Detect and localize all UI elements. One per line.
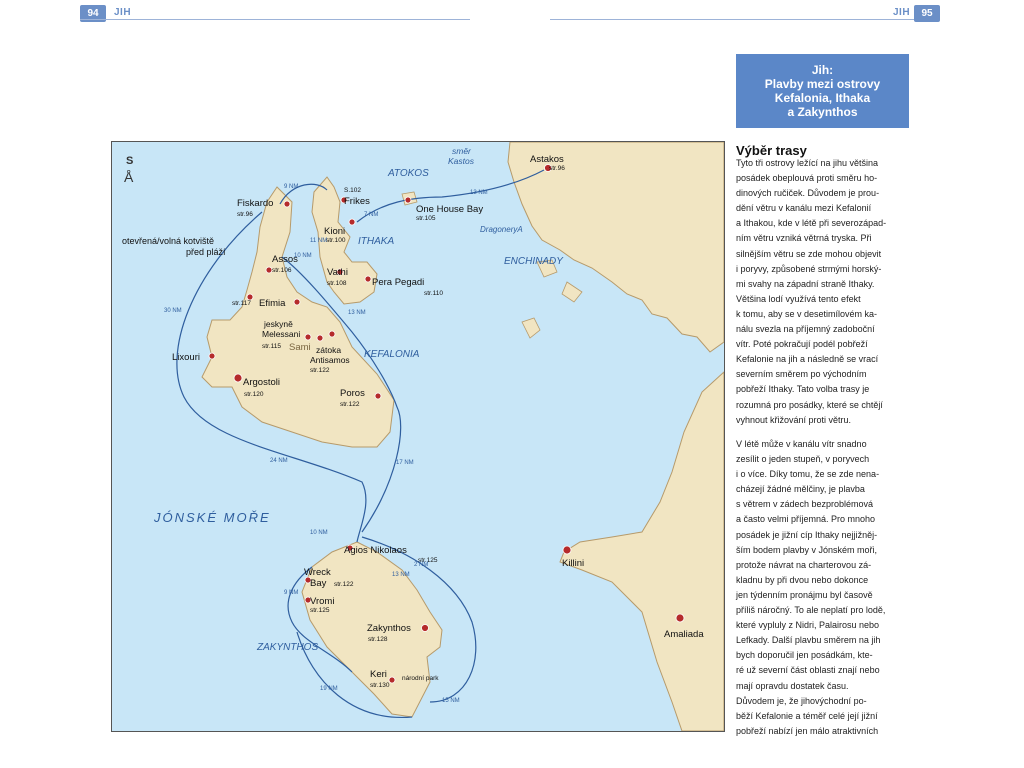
left-page-number: 94	[80, 5, 106, 22]
dot-melessani	[305, 334, 311, 340]
label-lixouri: Lixouri	[172, 352, 200, 363]
label-anchor-2: před pláží	[186, 247, 226, 257]
p1-line: dinových ručiček. Důvodem je prou-	[736, 188, 880, 199]
label-assos-ref: str.106	[272, 267, 292, 274]
label-sami: Sami	[289, 342, 311, 353]
dist-9: 17 NM	[396, 460, 414, 466]
left-header-rule	[80, 19, 470, 20]
island-astakos-2	[562, 282, 582, 302]
p1-line: vítr. Poté pokračují podél pobřeží	[736, 339, 868, 350]
label-keri: Keri	[370, 669, 387, 680]
label-keri-ref: str.130	[370, 682, 390, 689]
dist-7: 30 NM	[164, 308, 182, 314]
p2-line: s větrem v zádech bezproblémová	[736, 499, 874, 510]
label-killini: Killini	[562, 558, 585, 569]
dist-8: 24 NM	[270, 458, 288, 464]
right-page-number: 95	[914, 5, 940, 22]
p2-line: a často velmi příjemná. Pro mnoho	[736, 514, 876, 525]
p2-line: protože návrat na charterovou zá-	[736, 559, 872, 570]
label-kioni-ref: str.100	[326, 237, 346, 244]
p1-line: posádek obeplouvá proti směru ho-	[736, 173, 878, 184]
dot-fiskardo	[284, 201, 290, 207]
dot-killini	[563, 546, 571, 554]
dist-4: 11 NM	[310, 238, 328, 244]
dist-5: 10 NM	[294, 253, 312, 259]
p2-line: V létě může v kanálu vítr snadno	[736, 439, 867, 449]
dist-6: 13 NM	[348, 310, 366, 316]
paragraph-2	[736, 437, 910, 739]
p1-line: silnějším větru se zde mohou objevit	[736, 248, 882, 259]
dot-kioni	[349, 219, 355, 225]
p1-line: rozumná pro posádky, které se chtějí	[736, 399, 883, 410]
mainland-north	[508, 142, 724, 352]
p2-line: příliš náročný. To ale neplatí pro lodě,	[736, 605, 886, 616]
dot-argostoli	[234, 374, 242, 382]
region-kefalonia: KEFALONIA	[364, 349, 420, 360]
dist-2: 7 NM	[364, 212, 379, 218]
dist-11: 13 NM	[392, 572, 410, 578]
label-argostoli-ref: str.120	[244, 391, 264, 398]
dist-10: 10 NM	[310, 530, 328, 536]
label-assos: Assos	[272, 254, 298, 265]
label-zakynthos-ref: str.128	[368, 636, 388, 643]
label-narodni-park: národní park	[402, 675, 439, 682]
label-melessani-ref: str.115	[262, 343, 282, 350]
p2-line: zesílit o jeden stupeň, v poryvech	[736, 454, 870, 465]
p2-line: které vypluly z Nidri, Palairosu nebo	[736, 620, 880, 631]
p1-line: nálu svezla na příjemný zadoboční	[736, 324, 875, 335]
label-antisamos-ref: str.122	[310, 367, 330, 374]
dist-12: 9 NM	[284, 590, 299, 596]
label-vromi-ref: str.125	[310, 607, 330, 614]
p1-line: severním směrem po východním	[736, 369, 867, 380]
chapter-title-line-4: a Zakynthos	[787, 105, 858, 119]
label-smer-2: Kastos	[448, 156, 474, 166]
label-wreck-2: Bay	[310, 578, 327, 589]
region-zakynthos: ZAKYNTHOS	[257, 642, 319, 653]
right-section-label: JIH	[893, 7, 911, 18]
compass-letter: S	[126, 155, 134, 167]
p1-line: Většina lodí využívá tento efekt	[736, 293, 861, 304]
label-amaliada: Amaliada	[664, 629, 704, 640]
label-wreck-ref: str.122	[334, 581, 354, 588]
section-heading: Výběr trasy	[736, 143, 807, 158]
label-antisamos-2: Antisamos	[310, 355, 350, 365]
p1-line: pobřeží Ithaky. Tato volba trasy je	[736, 384, 870, 395]
label-pera: Pera Pegadi	[372, 277, 425, 288]
p1-line: Kefalonie na jih a následně se vrací	[736, 354, 879, 365]
dot-efimia	[294, 299, 300, 305]
dot-poros	[375, 393, 381, 399]
chapter-title-line-2: Plavby mezi ostrovy	[764, 77, 881, 91]
region-atokos: ATOKOS	[388, 168, 429, 179]
label-vathi-ref: str.108	[327, 280, 347, 287]
label-agios-ref: str.125	[418, 557, 438, 564]
p2-line: pobřeží nabízí jen málo atraktivních	[736, 725, 879, 736]
paragraph-1	[736, 156, 910, 428]
label-vathi: Vathi	[327, 267, 348, 278]
p1-line: Tyto tři ostrovy ležící na jihu většina	[736, 158, 879, 168]
label-fiskardo-ref: str.96	[237, 211, 253, 218]
label-frikes-ref-top: S.102	[344, 187, 361, 194]
p1-line: mi svahy na západní straně Ithaky.	[736, 278, 875, 289]
p2-line: jen týdenním pronájmu byl časově	[736, 589, 873, 600]
dot-zakynthos	[422, 625, 429, 632]
label-melessani-2: Melessani	[262, 329, 301, 339]
label-astakos-ref: str.96	[549, 165, 565, 172]
left-section-label: JIH	[114, 7, 132, 18]
dot-lixouri	[209, 353, 215, 359]
label-dragonera: DragoneryA	[480, 225, 523, 234]
label-argostoli: Argostoli	[243, 377, 280, 388]
label-frikes: Frikes	[344, 196, 370, 207]
dot-pera	[365, 276, 371, 282]
label-kioni: Kioni	[324, 226, 346, 237]
label-pera-ref: str.110	[424, 290, 444, 297]
label-one-house-ref: str.105	[416, 215, 436, 222]
label-fiskardo: Fiskardo	[237, 198, 274, 209]
p1-line: k tomu, aby se v desetimílovém ka-	[736, 308, 878, 319]
p2-line: bych doporučil jen posádkám, kte-	[736, 650, 873, 661]
p2-line: ré už severní část oblasti znají nebo	[736, 665, 880, 676]
p1-line: vyhnout křižování proti větru.	[736, 414, 852, 425]
label-poros: Poros	[340, 388, 365, 399]
region-enchinady: ENCHINADY	[504, 256, 563, 267]
p2-line: ším bodem plavby v Jónském moři,	[736, 544, 878, 555]
mainland-south	[560, 372, 724, 731]
p1-line: i poryvy, způsobené strmými horský-	[736, 263, 882, 274]
label-efimia: Efimia	[259, 298, 286, 309]
dot-antisamos	[329, 331, 335, 337]
p1-line: dění větru v kanálu mezi Kefalonií	[736, 203, 872, 214]
kefalonia-island	[202, 187, 394, 447]
island-echinades	[522, 318, 540, 338]
label-vromi: Vromi	[310, 596, 335, 607]
region-sea: JÓNSKÉ MOŘE	[154, 510, 271, 525]
label-wreck-1: Wreck	[304, 567, 331, 578]
compass-arrow-icon: Å	[124, 169, 134, 185]
p1-line: a Ithakou, kde v létě při severozápad-	[736, 218, 887, 229]
label-antisamos-1: zátoka	[316, 345, 342, 355]
label-smer-1: směr	[452, 146, 471, 156]
label-melessani-1: jeskyně	[264, 319, 293, 329]
dot-keri	[389, 677, 395, 683]
chapter-title-line-3: Kefalonia, Ithaka	[774, 91, 871, 105]
dot-sami	[317, 335, 323, 341]
dist-14: 15 NM	[442, 698, 460, 704]
p2-line: i o více. Díky tomu, že se zde nena-	[736, 469, 880, 480]
route-map	[111, 141, 725, 732]
chapter-title-box	[736, 54, 909, 128]
p2-line: Důvodem je, že jihovýchodní po-	[736, 695, 867, 706]
dist-1: 9 NM	[284, 184, 299, 190]
p1-line: ním větru vzniká větrná tryska. Při	[736, 233, 872, 244]
label-poros-ref: str.122	[340, 401, 360, 408]
p2-line: Lefkady. Další plavbu směrem na jih	[736, 635, 881, 646]
p2-line: mají opravdu dostatek času.	[736, 680, 849, 691]
p2-line: kladnu by při dvou nebo dokonce	[736, 574, 869, 585]
label-agios: Agios Nikolaos	[344, 545, 407, 556]
dist-15: 2 NM	[414, 562, 429, 568]
p2-line: cházejí žádné mělčiny, je plavba	[736, 484, 865, 495]
label-zakynthos-town: Zakynthos	[367, 623, 411, 634]
label-efimia-117: str.117	[232, 300, 252, 307]
dist-3: 13 NM	[470, 190, 488, 196]
label-one-house: One House Bay	[416, 204, 484, 215]
dot-amaliada	[676, 614, 684, 622]
p2-line: běží Kefalonie a téměř celé její jižní	[736, 710, 878, 721]
dist-13: 19 NM	[320, 686, 338, 692]
right-header-rule	[550, 19, 940, 20]
dot-one-house	[405, 197, 411, 203]
label-anchor-1: otevřená/volná kotviště	[122, 236, 215, 246]
p2-line: posádek je jižní cíp Ithaky nejjižněj-	[736, 529, 878, 540]
chapter-title-line-1: Jih:	[811, 63, 834, 77]
region-ithaka: ITHAKA	[358, 236, 395, 247]
label-astakos: Astakos	[530, 154, 564, 165]
